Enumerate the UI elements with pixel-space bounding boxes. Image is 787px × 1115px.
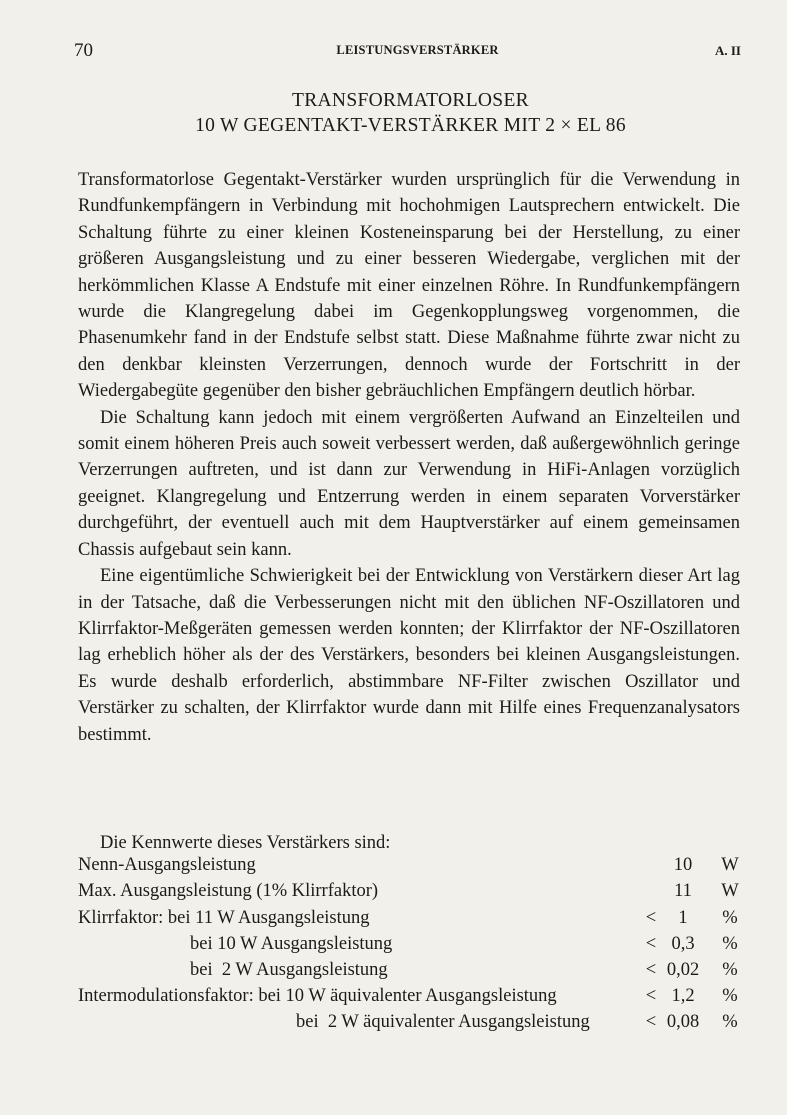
spec-row <box>0 905 787 931</box>
specs-intro: Die Kennwerte dieses Verstärkers sind: <box>100 833 391 853</box>
spec-label: Nenn-Ausgangsleistung <box>78 855 256 875</box>
spec-label: Klirrfaktor: bei 11 W Ausgangsleistung <box>78 908 370 928</box>
spec-unit: % <box>722 960 738 980</box>
spec-unit: % <box>722 908 738 928</box>
spec-value: 1,2 <box>671 986 695 1006</box>
spec-value: 11 <box>674 881 692 901</box>
spec-unit: W <box>721 881 739 901</box>
spec-sign: < <box>645 1012 657 1032</box>
spec-label: Max. Ausgangsleistung (1% Klirrfaktor) <box>78 881 379 901</box>
spec-value: 1 <box>678 908 688 928</box>
spec-label: bei 2 W äquivalenter Ausgangsleistung <box>296 1012 590 1032</box>
spec-sign: < <box>645 908 657 928</box>
article-title-line-1: TRANSFORMATORLOSER <box>292 90 529 111</box>
article-title-line-2: 10 W GEGENTAKT-VERSTÄRKER MIT 2 × EL 86 <box>195 115 626 136</box>
spec-value: 0,02 <box>666 960 700 980</box>
spec-label: bei 10 W Ausgangsleistung <box>190 934 393 954</box>
spec-row <box>0 878 787 904</box>
spec-row <box>0 931 787 957</box>
spec-sign: < <box>645 986 657 1006</box>
running-header <box>74 40 741 64</box>
section-reference: A. II <box>714 43 741 58</box>
spec-sign: < <box>645 960 657 980</box>
spec-label: Intermodulationsfaktor: bei 10 W äquivalenter Ausgangsleistung <box>78 986 557 1006</box>
spec-sign: < <box>645 934 657 954</box>
running-title: LEISTUNGSVERSTÄRKER <box>336 43 499 57</box>
paragraph-1: Transformatorlose Gegentakt-Verstärker wurden ursprünglich für die Verwendung in Rundfunkempfängern in Verbindung mit hochohmigen Lautsprechern entwickelt. Die Schaltung führte zu einer kleinen Kosteneinsparung bei der Herstellung, zu einer größeren Ausgangsleistung und zu einer besseren Wiedergabe, verglichen mit der herkömmlichen Klasse A Endstufe mit einer einzelnen Röhre. In Rundfunkempfängern wurde die Klangregelung dabei im Gegenkopplungsweg vorgenommen, die Phasenumkehr fand in der Endstufe selbst statt. Diese Maßnahme führte zwar nicht zu den denkbar kleinsten Verzerrungen, dennoch wurde der Fortschritt in der Wiedergabegüte gegenüber den bisher gebräuchlichen Empfängern deutlich hörbar. <box>78 170 740 402</box>
spec-row <box>0 852 787 878</box>
page-number: 70 <box>74 40 93 61</box>
spec-value: 0,3 <box>671 934 695 954</box>
spec-row <box>0 957 787 983</box>
paragraph-3: Eine eigentümliche Schwierigkeit bei der Entwicklung von Verstärkern dieser Art lag in der Tatsache, daß die Verbesserungen nicht mit den üblichen NF-Oszillatoren und Klirrfaktor-Meßgeräten gemessen werden konnten; der Klirrfaktor der NF-Oszillatoren lag erheblich höher als der des Verstärkers, besonders bei kleinen Ausgangsleistungen. Es wurde deshalb erforderlich, abstimmbare NF-Filter zwischen Oszillator und Verstärker zu schalten, der Klirrfaktor wurde dann mit Hilfe eines Frequenzanalysators bestimmt. <box>78 566 740 745</box>
spec-unit: % <box>722 934 738 954</box>
spec-row <box>0 983 787 1009</box>
spec-unit: % <box>722 1012 738 1032</box>
spec-value: 10 <box>673 855 693 875</box>
spec-unit: % <box>722 986 738 1006</box>
body-text <box>78 167 740 748</box>
paragraph-2: Die Schaltung kann jedoch mit einem vergrößerten Aufwand an Einzelteilen und somit einem höheren Preis auch soweit verbessert werden, daß außergewöhnlich geringe Verzerrungen auftreten, und ist dann zur Verwendung in HiFi-Anlagen vorzüglich geeignet. Klangregelung und Entzerrung werden in einem separaten Vorverstärker durchgeführt, der eventuell auch mit dem Hauptverstärker auf einem gemeinsamen Chassis aufgebaut sein kann. <box>78 407 740 560</box>
spec-row <box>0 1009 787 1035</box>
spec-unit: W <box>721 855 739 875</box>
spec-label: bei 2 W Ausgangsleistung <box>190 960 388 980</box>
spec-value: 0,08 <box>666 1012 700 1032</box>
